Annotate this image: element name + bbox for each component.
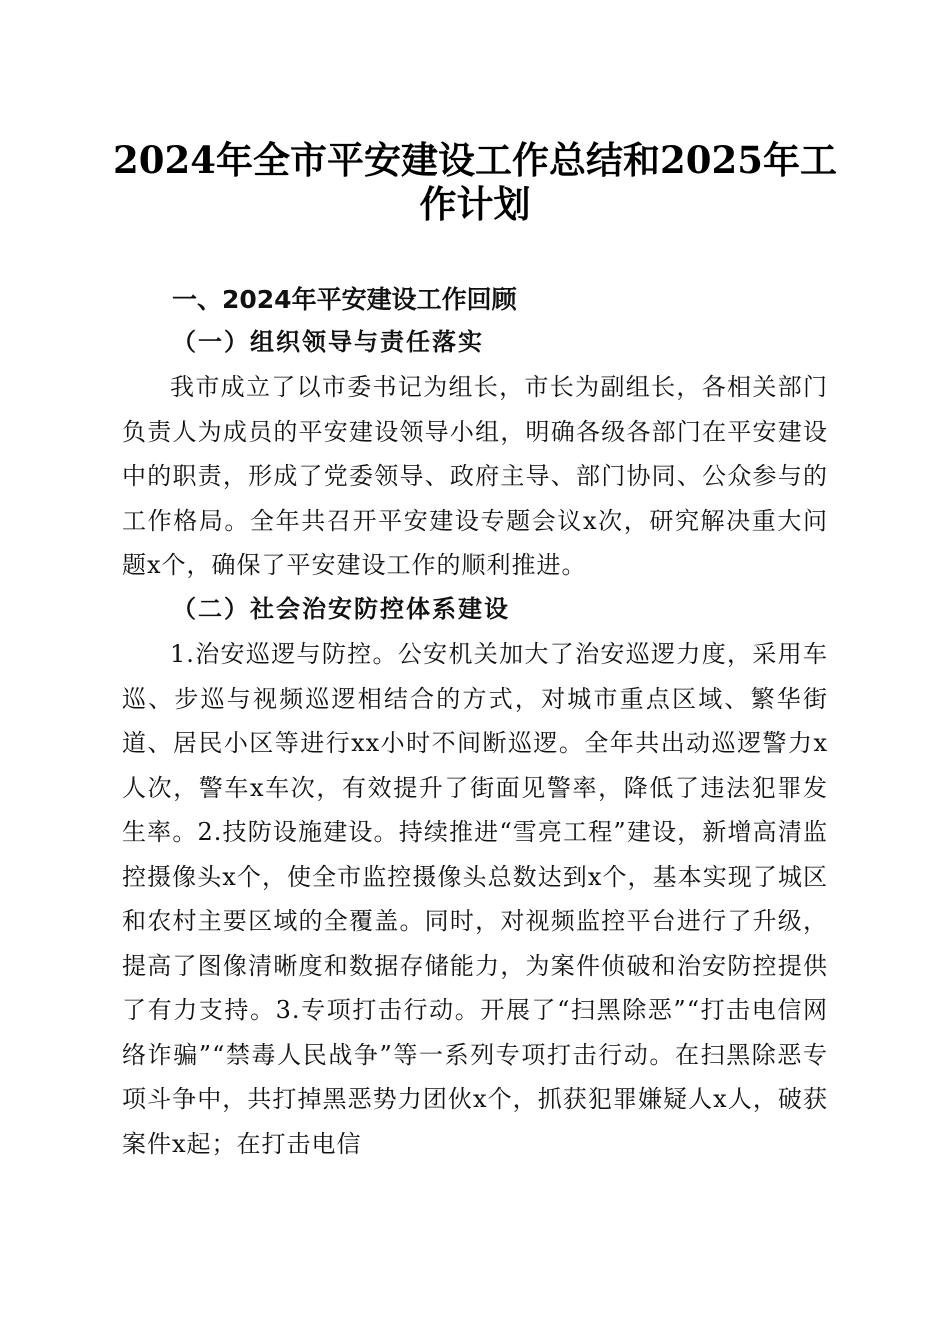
section-heading-review: 一、2024年平安建设工作回顾 [172,285,517,314]
paragraph-security-system: 1.治安巡逻与防控。公安机关加大了治安巡逻力度，采用车巡、步巡与视频巡逻相结合的方式，对城市重点区域、繁华街道、居民小区等进行xx小时不间断巡逻。全年共出动巡逻警力x人次，警车x车次，有效提升了街面见警率，降低了违法犯罪发生率。2.技防设施建设。持续推进“雪亮工程”建设，新增高清监控摄像头x个，使全市监控摄像头总数达到x个，基本实现了城区和农村主要区域的全覆盖。同时，对视频监控平台进行了升级，提高了图像清晰度和数据存储能力，为案件侦破和治安防控提供了有力支持。3.专项打击行动。开展了“扫黑除恶”“打击电信网络诈骗”“禁毒人民战争”等一系列专项打击行动。在扫黑除恶专项斗争中，共打掉黑恶势力团伙x个，抓获犯罪嫌疑人x人，破获案件x起；在打击电信 [122,640,828,1158]
subsection-heading-security-system: （二）社会治安防控体系建设 [172,594,510,623]
subsection-heading-leadership: （一）组织领导与责任落实 [172,327,484,356]
paragraph-leadership: 我市成立了以市委书记为组长，市长为副组长，各相关部门负责人为成员的平安建设领导小组，明确各级各部门在平安建设中的职责，形成了党委领导、政府主导、部门协同、公众参与的工作格局。全年共召开平安建设专题会议x次，研究解决重大问题x个，确保了平安建设工作的顺利推进。 [122,373,828,579]
document-title: 2024年全市平安建设工作总结和2025年工作计划 [113,138,837,226]
